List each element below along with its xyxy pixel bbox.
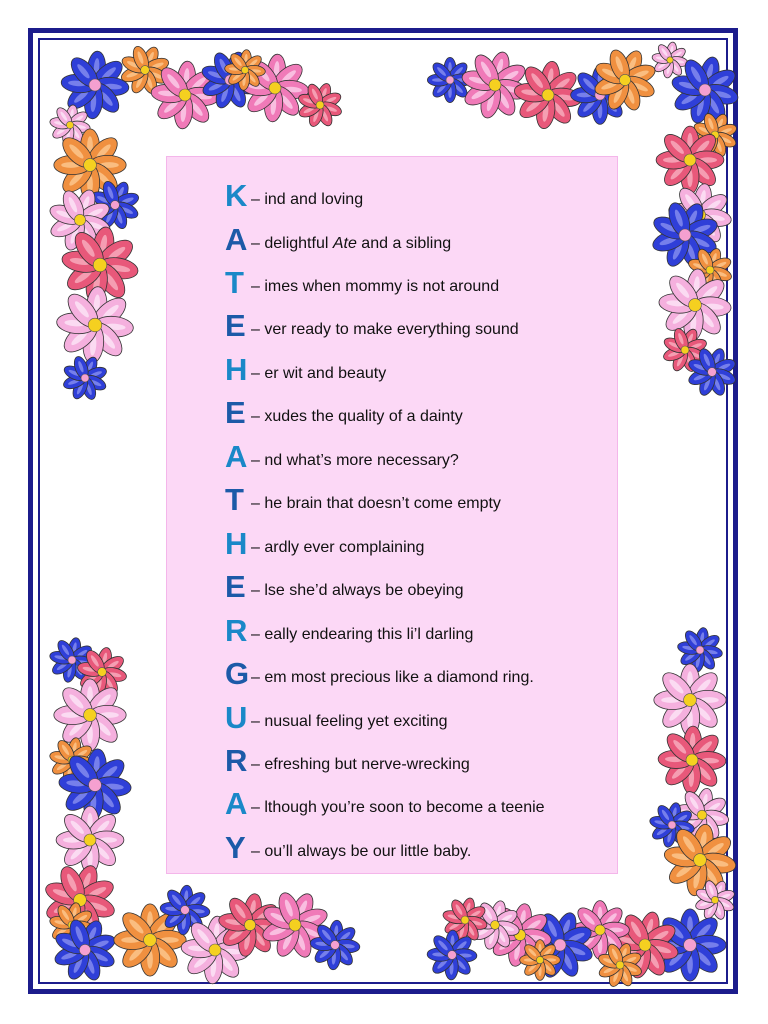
line-initial: E (225, 569, 246, 604)
line-initial: H (225, 352, 248, 387)
line-initial: H (225, 526, 248, 561)
poem-line (225, 736, 470, 776)
line-text: – xudes the quality of a dainty (251, 408, 463, 425)
line-text: – em most precious like a diamond ring. (251, 669, 534, 686)
poem-line (225, 171, 363, 211)
poem-line (225, 345, 386, 385)
line-text: – lthough you’re soon to become a teenie (251, 799, 545, 816)
line-text: – er wit and beauty (251, 365, 387, 382)
poem-line (225, 215, 451, 255)
line-initial: R (225, 613, 248, 648)
line-text: – ind and loving (251, 191, 364, 208)
line-initial: U (225, 700, 248, 735)
poem-line (225, 562, 464, 602)
line-initial: Y (225, 830, 246, 865)
poem-line (225, 432, 459, 472)
line-text: – he brain that doesn’t come empty (251, 495, 501, 512)
line-text: – imes when mommy is not around (251, 278, 500, 295)
poem-panel (166, 156, 618, 874)
poem-line (225, 649, 534, 689)
line-initial: T (225, 482, 244, 517)
line-initial: A (225, 222, 248, 257)
poem-line (225, 475, 501, 515)
line-initial: E (225, 308, 246, 343)
line-text: – ardly ever complaining (251, 539, 425, 556)
line-initial: R (225, 743, 248, 778)
line-text: – nd what’s more necessary? (251, 452, 459, 469)
line-text: – delightful Ate and a sibling (251, 235, 452, 252)
line-text: – eally endearing this li’l darling (251, 626, 474, 643)
poem-line (225, 823, 471, 863)
line-initial: E (225, 395, 246, 430)
poem-line (225, 519, 424, 559)
line-initial: A (225, 439, 248, 474)
poem-line (225, 693, 448, 733)
line-text: – ou’ll always be our little baby. (251, 843, 472, 860)
line-text: – efreshing but nerve-wrecking (251, 756, 470, 773)
poem-line (225, 606, 473, 646)
poem-line (225, 388, 463, 428)
poem-line (225, 258, 499, 298)
line-initial: A (225, 786, 248, 821)
line-initial: T (225, 265, 244, 300)
line-initial: G (225, 656, 250, 691)
line-text: – nusual feeling yet exciting (251, 713, 448, 730)
line-text: – ver ready to make everything sound (251, 321, 519, 338)
line-initial: K (225, 178, 248, 213)
line-text: – lse she’d always be obeying (251, 582, 464, 599)
poem-line (225, 779, 545, 819)
poem-line (225, 301, 519, 341)
